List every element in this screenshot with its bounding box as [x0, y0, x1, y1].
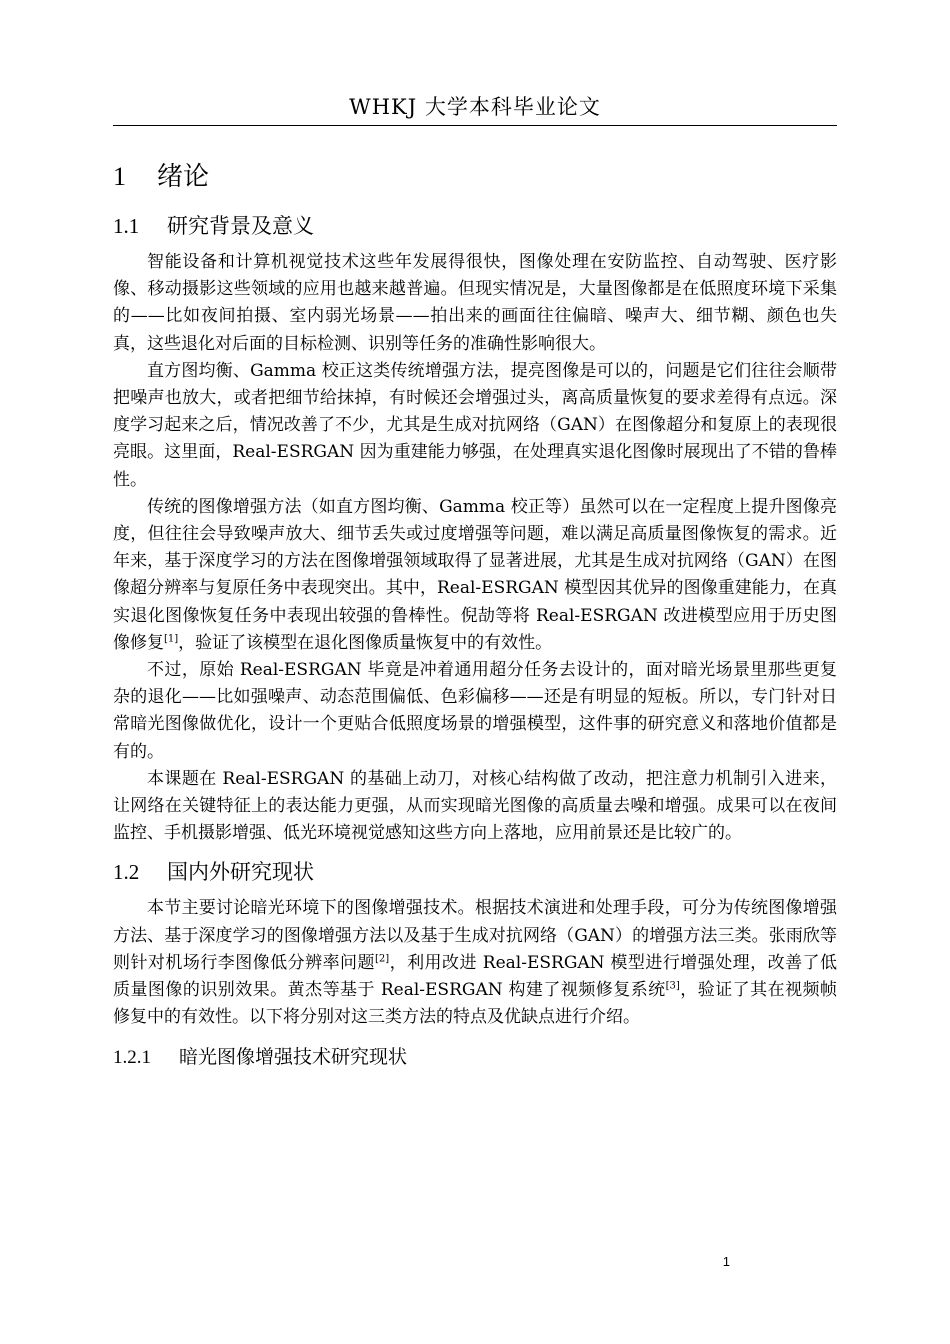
page-content [113, 155, 837, 1074]
paragraph-3-text-b: ，验证了该模型在退化图像质量恢复中的有效性。 [178, 632, 553, 653]
subsection-title: 暗光图像增强技术研究现状 [179, 1046, 408, 1069]
paragraph-5: 本课题在 Real-ESRGAN 的基础上动刀，对核心结构做了改动，把注意力机制引入进来，让网络在关键特征上的表达能力更强，从而实现暗光图像的高质量去噪和增强。成果可以在夜间监控、手机摄影增强、低光环境视觉感知这些方向上落地，应用前景还是比较广的。 [113, 768, 837, 844]
paragraph-6-text-c: ，验证了其在视频帧修复中的有效性。以下将分别对这三类方法的特点及优缺点进行介绍。 [113, 980, 838, 1028]
page-number: 1 [722, 1254, 730, 1269]
header-rule [113, 125, 837, 126]
citation-1[interactable]: [1] [164, 633, 179, 645]
chapter-heading [113, 155, 837, 199]
citation-2[interactable]: [2] [374, 953, 390, 965]
paragraph-1: 智能设备和计算机视觉技术这些年发展得很快，图像处理在安防监控、自动驾驶、医疗影像、移动摄影这些领域的应用也越来越普遍。但现实情况是，大量图像都是在低照度环境下采集的——比如夜间拍摄、室内弱光场景——拍出来的画面往往偏暗、噪声大、细节糊、颜色也失真，这些退化对后面的目标检测、识别等任务的准确性影响很大。 [113, 252, 837, 354]
section-heading-1-1 [113, 209, 837, 243]
section-heading-1-2 [113, 855, 837, 889]
paragraph-2: 直方图均衡、Gamma 校正这类传统增强方法，提亮图像是可以的，问题是它们往往会顺带把噪声也放大，或者把细节给抹掉，有时候还会增强过头，离高质量恢复的要求差得有点远。深度学习起来之后，情况改善了不少，尤其是生成对抗网络（GAN）在图像超分和复原上的表现很亮眼。这里面，Real-ESRGAN 因为重建能力够强，在处理真实退化图像时展现出了不错的鲁棒性。 [113, 360, 837, 490]
citation-3[interactable]: [3] [665, 980, 680, 992]
running-header: WHKJ 大学本科毕业论文 [349, 95, 601, 119]
paragraph-3-text-a: 传统的图像增强方法（如直方图均衡、Gamma 校正等）虽然可以在一定程度上提升图像亮度，但往往会导致噪声放大、细节丢失或过度增强等问题，难以满足高质量图像恢复的需求。近年来，基于深度学习的方法在图像增强领域取得了显著进展，尤其是生成对抗网络（GAN）在图像超分辨率与复原任务中表现突出。其中，Real-ESRGAN 模型因其优异的图像重建能力，在真实退化图像恢复任务中表现出较强的鲁棒性。倪劼等将 Real-ESRGAN 改进模型应用于历史图像修复 [113, 496, 837, 653]
section-number: 1.1 [113, 214, 140, 238]
subsection-heading-1-2-1 [113, 1041, 837, 1074]
paragraph-6 [113, 895, 837, 1031]
subsection-number: 1.2.1 [113, 1047, 151, 1069]
paragraph-4: 不过，原始 Real-ESRGAN 毕竟是冲着通用超分任务去设计的，面对暗光场景里那些更复杂的退化——比如强噪声、动态范围偏低、色彩偏移——还是有明显的短板。所以，专门针对日常暗光图像做优化，设计一个更贴合低照度场景的增强模型，这件事的研究意义和落地价值都是有的。 [113, 660, 837, 762]
section-title: 研究背景及意义 [167, 214, 314, 238]
chapter-number: 1 [113, 162, 126, 191]
section-number: 1.2 [113, 860, 140, 885]
chapter-title: 绪论 [157, 162, 210, 192]
section-title: 国内外研究现状 [167, 860, 314, 885]
paragraph-6-text-a: 本节主要讨论暗光环境下的图像增强技术。根据技术演进和处理手段，可分为传统图像增强方法、基于深度学习的图像增强方法以及基于生成对抗网络（GAN）的增强方法三类。张雨欣等则针对机场行李图像低分辨率问题 [113, 898, 837, 973]
paragraph-6-text-b: ，利用改进 Real-ESRGAN 模型进行增强处理，改善了低质量图像的识别效果。黄杰等基于 Real-ESRGAN 构建了视频修复系统 [113, 952, 837, 1001]
paragraph-3 [113, 494, 837, 657]
